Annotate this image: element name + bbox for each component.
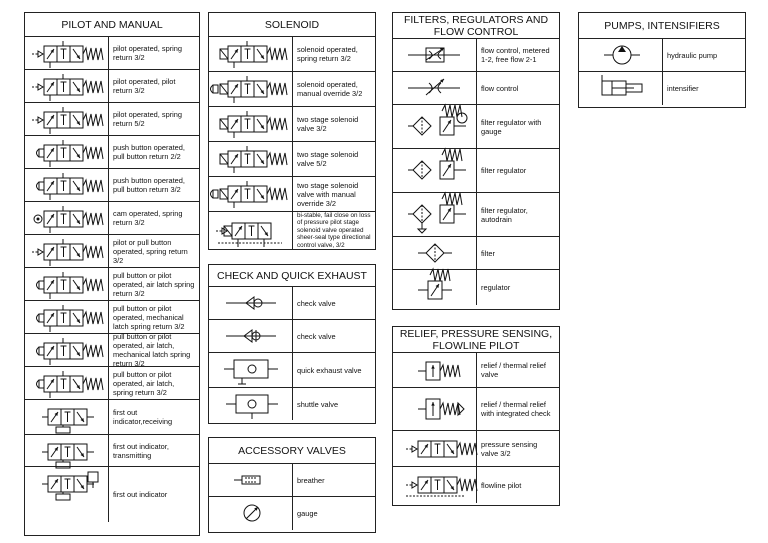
symbol-cell <box>25 301 109 333</box>
pumps-row <box>579 39 745 72</box>
solenoid-row <box>209 177 375 212</box>
relief-row <box>393 431 559 467</box>
directional-valve-icon <box>28 335 106 366</box>
symbol-cell <box>209 177 293 211</box>
check-title: CHECK AND QUICK EXHAUST <box>209 265 375 287</box>
filter-regulator-gauge-icon <box>396 106 474 148</box>
symbol-cell <box>25 367 109 399</box>
check-row <box>209 353 375 388</box>
solenoid-valve-icon <box>212 178 290 211</box>
symbol-label: filter regulator <box>481 166 527 175</box>
symbol-label: first out indicator, transmitting <box>113 441 169 460</box>
symbol-label: check valve <box>297 298 336 308</box>
symbol-label: flow control, metered 1-2, free flow 2-1 <box>481 46 550 64</box>
solenoid-valve-icon <box>212 73 290 106</box>
symbol-cell <box>393 237 477 269</box>
solenoid-row <box>209 107 375 142</box>
solenoid-title: SOLENOID <box>209 13 375 37</box>
check-row <box>209 287 375 320</box>
symbol-cell <box>209 107 293 141</box>
symbol-cell <box>25 202 109 234</box>
regulator-icon <box>396 271 474 304</box>
directional-valve-icon <box>28 170 106 201</box>
symbol-cell <box>25 467 109 522</box>
symbol-label: shuttle valve <box>297 399 339 409</box>
relief-row <box>393 388 559 431</box>
directional-valve-icon <box>28 368 106 399</box>
pilot-manual-row <box>25 37 199 70</box>
symbol-cell <box>393 467 477 503</box>
symbol-cell <box>25 70 109 102</box>
solenoid-panel <box>208 12 376 250</box>
symbol-cell <box>209 353 293 387</box>
accessory-row <box>209 497 375 530</box>
filters-row <box>393 237 559 270</box>
pilot-manual-row <box>25 70 199 103</box>
symbol-label: check valve <box>297 331 336 341</box>
symbol-cell <box>25 103 109 135</box>
symbol-label: relief / thermal relief valve <box>481 361 546 379</box>
pilot-manual-row <box>25 334 199 367</box>
filter-icon <box>396 238 474 269</box>
relief-title: RELIEF, PRESSURE SENSING, FLOWLINE PILOT <box>393 327 559 353</box>
check-row <box>209 320 375 353</box>
symbol-cell <box>209 142 293 176</box>
symbol-cell <box>209 287 293 319</box>
filters-row <box>393 105 559 149</box>
symbol-cell <box>393 353 477 387</box>
symbol-cell <box>393 149 477 192</box>
directional-valve-icon <box>28 203 106 234</box>
breather-icon <box>212 465 290 496</box>
filters-title: FILTERS, REGULATORS AND FLOW CONTROL <box>393 13 559 39</box>
symbol-label: intensifier <box>667 84 699 93</box>
symbol-label: first out indicator,receiving <box>113 408 173 426</box>
symbol-cell <box>209 212 293 249</box>
symbol-label: relief / thermal relief with integrated check <box>481 400 551 418</box>
symbol-cell <box>209 72 293 106</box>
directional-valve-icon <box>28 38 106 69</box>
symbol-cell <box>25 169 109 201</box>
symbol-label: regulator <box>481 283 511 292</box>
symbol-label: pull button or pilot operated, air latch spring return 3/2 <box>113 270 195 298</box>
symbol-cell <box>25 37 109 69</box>
symbol-label: pilot operated, spring return 5/2 <box>113 110 183 128</box>
accessory-row <box>209 464 375 497</box>
symbol-label: hydraulic pump <box>667 50 718 60</box>
symbol-cell <box>209 320 293 352</box>
symbol-label: cam operated, spring return 3/2 <box>113 209 183 227</box>
symbol-label: pressure sensing valve 3/2 <box>481 439 538 458</box>
accessory-title: ACCESSORY VALVES <box>209 438 375 464</box>
symbol-label: bi-stable, fail close on loss of pressure pilot stage solenoid valve operated sheer-seal type directional control valve, 3/2 <box>297 211 371 249</box>
pilot-manual-row <box>25 103 199 136</box>
symbol-label: pull button or pilot operated, air latch, spring return 3/2 <box>113 369 175 397</box>
flow-control-icon <box>396 73 474 104</box>
relief-valve-icon <box>396 354 474 387</box>
symbol-cell <box>209 37 293 71</box>
symbol-label: filter regulator, autodrain <box>481 205 528 224</box>
symbol-label: pull button or pilot operated, mechanical latch spring return 3/2 <box>113 303 185 331</box>
valve-indicator-icon <box>28 468 106 521</box>
pilot-manual-title: PILOT AND MANUAL <box>25 13 199 37</box>
solenoid-row <box>209 142 375 177</box>
symbol-cell <box>25 235 109 267</box>
solenoid-valve-icon <box>212 213 290 248</box>
check-row <box>209 388 375 420</box>
check-panel <box>208 264 376 424</box>
symbol-label: two stage solenoid valve 5/2 <box>297 150 359 168</box>
solenoid-row <box>209 72 375 107</box>
solenoid-row <box>209 37 375 72</box>
quick-exhaust-icon <box>212 354 290 387</box>
symbol-label: two stage solenoid valve with manual override 3/2 <box>297 180 359 208</box>
solenoid-valve-icon <box>212 143 290 176</box>
valve-indicator-icon <box>28 401 106 434</box>
filters-row <box>393 72 559 105</box>
symbol-cell <box>209 464 293 496</box>
symbol-cell <box>25 136 109 168</box>
pilot-manual-row <box>25 268 199 301</box>
symbol-label: push button operated, pull button return 3/2 <box>113 176 185 194</box>
symbol-cell <box>393 388 477 430</box>
symbol-cell <box>393 39 477 71</box>
symbol-label: breather <box>297 475 325 485</box>
symbol-label: push button operated, pull button return 2/2 <box>113 143 185 161</box>
pumps-panel <box>578 12 746 108</box>
pumps-title: PUMPS, INTENSIFIERS <box>579 13 745 39</box>
pressure-sensing-valve-icon <box>396 432 474 466</box>
pilot-manual-row <box>25 435 199 467</box>
symbol-cell <box>579 39 663 71</box>
symbol-cell <box>393 431 477 466</box>
intensifier-icon <box>582 73 660 104</box>
symbol-label: gauge <box>297 509 318 518</box>
accessory-panel <box>208 437 376 533</box>
solenoid-row <box>209 212 375 249</box>
pilot-manual-row <box>25 169 199 202</box>
symbol-label: flow control <box>481 83 519 93</box>
relief-row <box>393 353 559 388</box>
gauge-icon <box>212 498 290 529</box>
solenoid-valve-icon <box>212 108 290 141</box>
symbol-cell <box>393 193 477 236</box>
filters-row <box>393 270 559 305</box>
symbol-label: solenoid operated, manual override 3/2 <box>297 80 363 98</box>
filters-row <box>393 149 559 193</box>
symbol-cell <box>25 268 109 300</box>
symbol-label: solenoid operated, spring return 3/2 <box>297 45 358 63</box>
symbol-label: filter <box>481 248 495 258</box>
filters-row <box>393 193 559 237</box>
directional-valve-icon <box>28 269 106 300</box>
filter-regulator-autodrain-icon <box>396 194 474 236</box>
relief-check-icon <box>396 389 474 430</box>
directional-valve-icon <box>28 302 106 333</box>
symbol-cell <box>393 105 477 148</box>
filters-panel <box>392 12 560 310</box>
symbol-cell <box>209 388 293 420</box>
symbol-label: two stage solenoid valve 3/2 <box>297 115 359 133</box>
symbol-label: pull button or pilot operated, air latch, mechanical latch spring return 3/2 <box>113 332 191 368</box>
symbol-cell <box>393 72 477 104</box>
directional-valve-icon <box>28 236 106 267</box>
valve-indicator-icon <box>28 436 106 466</box>
relief-panel <box>392 326 560 506</box>
symbol-label: pilot operated, spring return 3/2 <box>113 44 183 62</box>
symbol-cell <box>25 435 109 466</box>
pilot-manual-row <box>25 467 199 522</box>
pumps-row <box>579 72 745 105</box>
filters-row <box>393 39 559 72</box>
check-valve-icon <box>212 288 290 319</box>
pilot-manual-panel <box>24 12 200 536</box>
symbol-label: pilot operated, pilot return 3/2 <box>113 77 176 95</box>
symbol-cell <box>209 497 293 530</box>
symbol-cell <box>25 400 109 434</box>
pilot-manual-row <box>25 136 199 169</box>
directional-valve-icon <box>28 71 106 102</box>
symbol-cell <box>25 334 109 366</box>
flow-control-metered-icon <box>396 40 474 71</box>
pilot-manual-row <box>25 367 199 400</box>
pilot-manual-row <box>25 400 199 435</box>
pilot-manual-row <box>25 235 199 268</box>
flowline-pilot-icon <box>396 468 474 502</box>
pilot-manual-row <box>25 202 199 235</box>
symbol-label: filter regulator with gauge <box>481 117 542 136</box>
symbol-label: first out indicator <box>113 490 168 499</box>
symbol-label: flowline pilot <box>481 480 522 490</box>
shuttle-valve-icon <box>212 389 290 419</box>
symbol-label: quick exhaust valve <box>297 365 362 375</box>
symbol-cell <box>579 72 663 105</box>
relief-row <box>393 467 559 503</box>
symbol-label: pilot or pull button operated, spring return 3/2 <box>113 237 188 265</box>
solenoid-valve-icon <box>212 38 290 71</box>
filter-regulator-icon <box>396 150 474 192</box>
hydraulic-pump-icon <box>582 40 660 71</box>
pilot-manual-row <box>25 301 199 334</box>
symbol-cell <box>393 270 477 305</box>
check-valve-icon <box>212 321 290 352</box>
directional-valve-icon <box>28 137 106 168</box>
directional-valve-icon <box>28 104 106 135</box>
